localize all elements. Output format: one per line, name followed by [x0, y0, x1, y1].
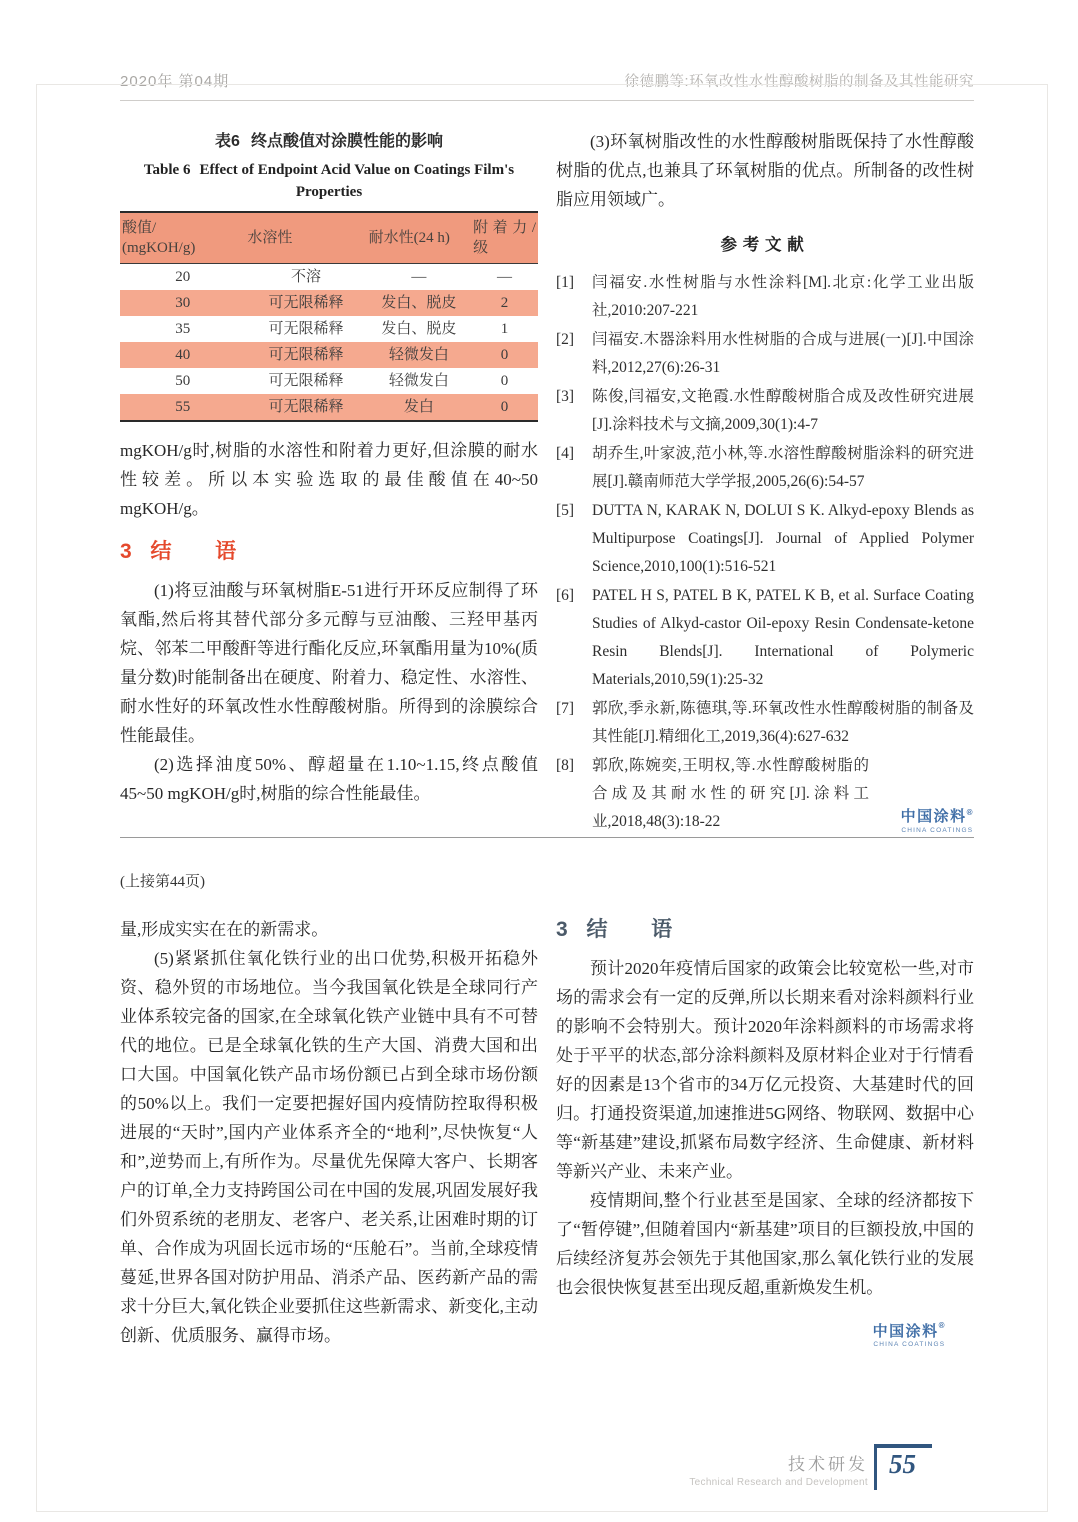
bottom-columns	[120, 915, 974, 1355]
page-footer	[689, 1444, 932, 1490]
reference-item: [5] DUTTA N, KARAK N, DOLUI S K. Alkyd-epoxy Blends as Multipurpose Coatings[J]. Journal of Applied Polymer Science,2010,100(1):516-521	[556, 502, 974, 575]
table-cell: 55	[120, 394, 245, 421]
top-left-column	[120, 127, 538, 837]
footer-section-zh: 技术研发	[788, 1455, 868, 1474]
paragraph: (5)紧紧抓住氧化铁行业的出口优势,积极开拓稳外资、稳外贸的市场地位。当今我国氧化铁是全球同行产业体系较完备的国家,在全球氧化铁产业链中具有不可替代的地位。已是全球氧化铁的生产大国、消费大国和出口大国。中国氧化铁产品市场份额已占到全球市场份额的50%以上。我们一定要把握好国内疫情防控取得积极进展的“天时”,国内产业体系齐全的“地利”,尽快恢复“人和”,逆势而上,有所作为。尽量优先保障大客户、长期客户的订单,全力支持跨国公司在中国的发展,巩固发展好我们外贸系统的老朋友、老客户、老关系,让困难时期的订单、合作成为巩固长远市场的“压舱石”。当前,全球疫情蔓延,世界各国对防护用品、消杀产品、医药新产品的需求十分巨大,氧化铁企业要抓住这些新需求、新变化,主动创新、优质服务、赢得市场。	[120, 949, 538, 1345]
paragraph: 预计2020年疫情后国家的政策会比较宽松一些,对市场的需求会有一定的反弹,所以长期来看对涂料颜料行业的影响不会特别大。预计2020年涂料颜料的市场需求将处于平平的状态,部分涂料颜料及原材料企业对于行情看好的因素是13个省市的34万亿元投资、大基建时代的回归。打通投资渠道,加速推进5G网络、物联网、数据中心等“新基建”建设,抓紧布局数字经济、生命健康、新材料等新兴产业、未来产业。	[556, 959, 974, 1181]
paragraph: mgKOH/g时,树脂的水溶性和附着力更好,但涂膜的耐水性较差。所以本实验选取的最佳酸值在40~50 mgKOH/g。	[120, 441, 538, 518]
page-number: 55	[889, 1449, 916, 1479]
reference-item: [7] 郭欣,季永新,陈德琪,等.环氧改性水性醇酸树脂的制备及其性能[J].精细化工,2019,36(4):627-632	[556, 700, 974, 745]
logo-block	[556, 1322, 974, 1355]
paragraph: 量,形成实实在在的新需求。	[120, 920, 329, 939]
column-header-water-solubility: 水溶性	[245, 212, 366, 264]
paragraph: (3)环氧树脂改性的水性醇酸树脂既保持了水性醇酸树脂的优点,也兼具了环氧树脂的优点。所制备的改性树脂应用领域广。	[556, 132, 974, 209]
bottom-right-column	[556, 915, 974, 1355]
top-right-column	[556, 127, 974, 837]
reference-item: [3] 陈俊,闫福安,文艳霞.水性醇酸树脂合成及改性研究进展[J].涂料技术与文摘,2009,30(1):4-7	[556, 388, 974, 433]
references-heading: 参考文献	[720, 235, 810, 254]
table-cell: 发白、脱皮	[381, 320, 457, 337]
table-cell: 20	[175, 268, 191, 285]
table-row	[120, 394, 538, 421]
table-cell: 轻微发白	[388, 372, 449, 389]
footer-section-titles	[689, 1450, 868, 1488]
column-header-acid-value: 酸值/ (mgKOH/g)	[120, 212, 245, 264]
section-heading-conclusion: 3 结 语	[556, 918, 692, 941]
table-cell: 1	[500, 320, 509, 337]
table-cell: 50	[175, 372, 191, 389]
top-columns	[120, 127, 974, 837]
table-cell: 可无限稀释	[245, 342, 366, 368]
table-caption-en-text: Effect of Endpoint Acid Value on Coatings Film's	[199, 162, 515, 178]
table-row	[120, 264, 538, 291]
paragraph: (1)将豆油酸与环氧树脂E-51进行开环反应制得了环氧酯,然后将其替代部分多元醇与豆油酸、三羟甲基丙烷、邻苯二甲酸酐等进行酯化反应,环氧酯用量为10%(质量分数)时能制备出在硬度、附着力、稳定性、水溶性、耐水性好的环氧改性水性醇酸树脂。所得到的涂膜综合性能最佳。	[120, 581, 538, 745]
reference-item: [1] 闫福安.水性树脂与水性涂料[M].北京:化学工业出版社,2010:207-221	[556, 274, 974, 319]
table-row	[120, 342, 538, 368]
running-title: 徐德鹏等:环氧改性水性醇酸树脂的制备及其性能研究	[624, 74, 974, 90]
table-cell: 发白、脱皮	[367, 290, 472, 316]
table-caption-zh	[120, 127, 538, 156]
table-caption-en-label: Table 6	[143, 162, 191, 178]
table-cell: —	[497, 268, 513, 285]
table-cell: 40	[120, 342, 245, 368]
table-cell: 35	[175, 320, 191, 337]
table-row	[120, 290, 538, 316]
table-row	[120, 368, 538, 394]
footer-section-en: Technical Research and Development	[689, 1477, 868, 1488]
table-cell: —	[411, 268, 427, 285]
reference-item: [8] 郭欣,陈婉奕,王明权,等.水性醇酸树脂的合成及其耐水性的研究[J].涂料工业,2018,48(3):18-22 中国涂料® CHINA COATINGS	[556, 757, 974, 834]
column-header-adhesion: 附着力/级	[471, 212, 538, 264]
table-cell: 可无限稀释	[268, 320, 344, 337]
issue-label: 2020年 第04期	[120, 73, 230, 90]
table-cell: 发白	[367, 394, 472, 421]
table-header-row	[120, 212, 538, 264]
page-header	[120, 70, 974, 101]
table-cell: 0	[471, 342, 538, 368]
section-divider	[120, 837, 974, 838]
reference-item: [6] PATEL H S, PATEL B K, PATEL K B, et al. Surface Coating Studies of Alkyd-castor Oil-epoxy Resin Condensate-ketone Resin Blends[J]. International of Polymeric Materials,2010,59(1):25-32	[556, 587, 974, 688]
table-cell: 不溶	[290, 268, 321, 285]
table-cell: 30	[120, 290, 245, 316]
table-caption-en-line2: Properties	[295, 184, 363, 200]
reference-item: [4] 胡乔生,叶家波,范小林,等.水溶性醇酸树脂涂料的研究进展[J].赣南师范大学学报,2005,26(6):54-57	[556, 445, 974, 490]
table-row	[120, 316, 538, 342]
reference-item: [2] 闫福安.木器涂料用水性树脂的合成与进展(一)[J].中国涂料,2012,27(6):26-31	[556, 331, 974, 376]
table-cell: 0	[500, 372, 509, 389]
table-cell: 可无限稀释	[268, 372, 344, 389]
column-header-water-resistance: 耐水性(24 h)	[367, 212, 472, 264]
bottom-left-column	[120, 915, 538, 1355]
section-heading-conclusion: 3 结 语	[120, 540, 256, 563]
table6	[120, 211, 538, 422]
table-cell: 可无限稀释	[245, 394, 366, 421]
china-coatings-logo: 中国涂料® CHINA COATINGS	[900, 808, 974, 834]
table-caption-zh-text: 终点酸值对涂膜性能的影响	[251, 133, 444, 150]
paragraph: (2)选择油度50%、醇超量在1.10~1.15,终点酸值45~50 mgKOH/g时,树脂的综合性能最佳。	[120, 755, 538, 803]
china-coatings-logo: 中国涂料® CHINA COATINGS	[872, 1321, 946, 1348]
continued-from-note: (上接第44页)	[120, 874, 205, 890]
table-caption-zh-label: 表6	[214, 133, 240, 150]
registered-mark-icon: ®	[938, 1321, 946, 1330]
registered-mark-icon: ®	[966, 808, 974, 817]
page-number-bracket	[874, 1444, 932, 1490]
table-cell: 轻微发白	[367, 342, 472, 368]
table-cell: 可无限稀释	[245, 290, 366, 316]
table-cell: 0	[471, 394, 538, 421]
table-caption-en	[120, 159, 538, 203]
paragraph: 疫情期间,整个行业甚至是国家、全球的经济都按下了“暂停键”,但随着国内“新基建”项目的巨额投放,中国的后续经济复苏会领先于其他国家,那么氧化铁行业的发展也会很快恢复甚至出现反超,重新焕发生机。	[556, 1191, 974, 1297]
table-cell: 2	[471, 290, 538, 316]
